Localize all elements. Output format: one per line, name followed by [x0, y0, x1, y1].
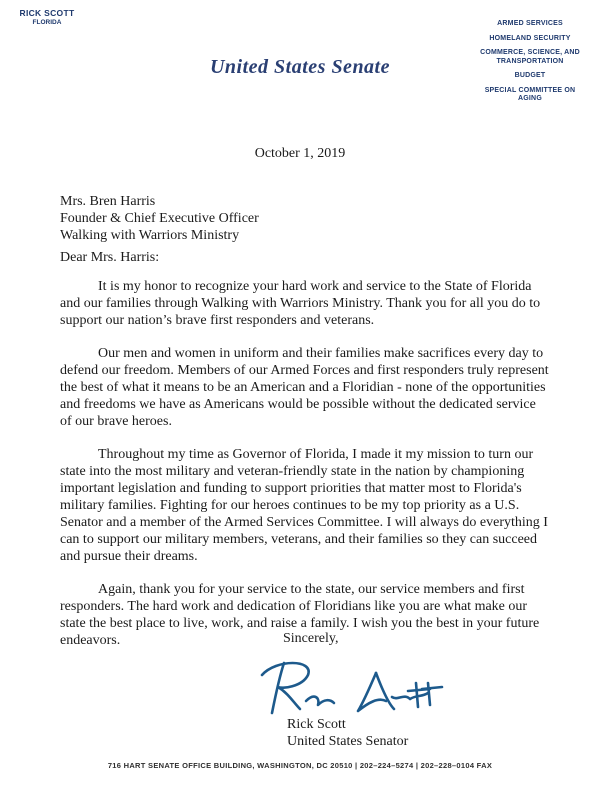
committee-item: ARMED SERVICES — [497, 20, 563, 27]
signer-name: Rick Scott — [287, 717, 346, 732]
recipient-name: Mrs. Bren Harris — [60, 194, 156, 209]
letter-date: October 1, 2019 — [254, 146, 346, 161]
committee-item: SPECIAL COMMITTEE ON AGING — [484, 86, 576, 102]
signature-image — [258, 653, 446, 717]
body-paragraph: Our men and women in uniform and their families make sacrifices every day to defend our freedom. Members of our Armed Forces and first responders truly represent the best of what it means to be an American and a Floridian - none of the opportunities and freedoms we have as Americans would be possible without the dedicated service of our brave heroes. — [60, 346, 549, 429]
body-paragraph: It is my honor to recognize your hard work and service to the State of Florida and our families through Walking with Warriors Ministry. Thank you for all you do to support our nation’s brave first responders and veterans. — [60, 279, 541, 328]
senate-masthead: United States Senate — [209, 56, 390, 78]
footer-address: 716 HART SENATE OFFICE BUILDING, WASHINGTON, DC 20510 | 202–224–5274 | 202–228–0104 FAX — [107, 761, 493, 770]
recipient-title: Founder & Chief Executive Officer — [60, 211, 259, 226]
committee-item: BUDGET — [514, 72, 546, 79]
sender-state: FLORIDA — [32, 19, 62, 26]
recipient-address — [60, 193, 259, 244]
body-paragraph: Again, thank you for your service to the state, our service members and first responders. The hard work and dedication of Floridians like you are what make our state the best place to live, work, and raise a family. I wish you the best in your future endeavors. — [60, 582, 540, 648]
sender-block — [12, 8, 82, 26]
recipient-organization: Walking with Warriors Ministry — [60, 228, 240, 243]
committee-item: HOMELAND SECURITY — [489, 34, 571, 42]
signer-title: United States Senator — [287, 734, 409, 749]
committee-list — [474, 20, 586, 110]
letter-body — [60, 278, 550, 665]
sender-name: RICK SCOTT — [19, 8, 75, 18]
body-paragraph: Throughout my time as Governor of Florida, I made it my mission to turn our state into the most military and veteran-friendly state in the nation by championing important legislation and funding to support priorities that matter most to Florida's military families. Fighting for our heroes continues to be my top priority as a U.S. Senator and a member of the Armed Services Committee. I will always do everything I can to support our military members, veterans, and their families so they can succeed and pursue their dreams. — [60, 447, 548, 564]
salutation: Dear Mrs. Harris: — [60, 250, 160, 265]
closing: Sincerely, — [283, 631, 339, 646]
signer-block — [287, 716, 408, 750]
committee-item: COMMERCE, SCIENCE, AND TRANSPORTATION — [480, 49, 580, 65]
